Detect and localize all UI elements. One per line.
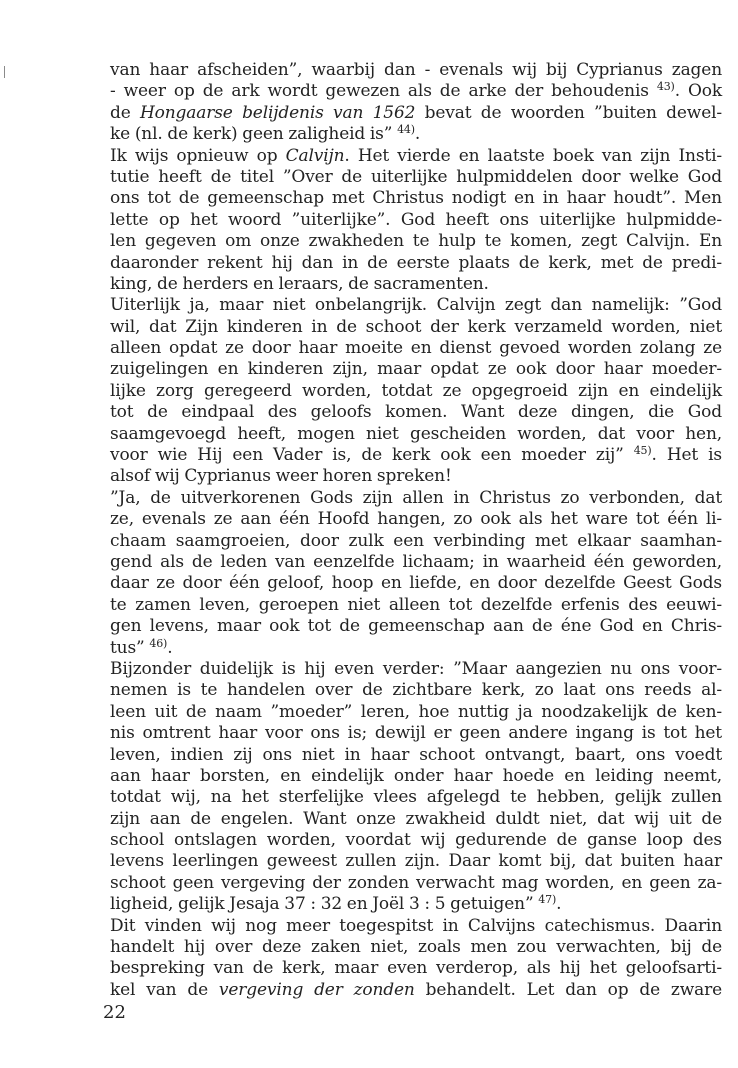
text-segment: ons tot de gemeenschap met Christus nodigt en in haar houdt”. Men [110,188,722,209]
text-line [110,851,722,872]
text-segment: handelt hij over deze zaken niet, zoals men zou verwachten, bij de [110,937,722,958]
text-segment: Ik wijs opnieuw op [110,145,286,166]
footnote-reference: 44) [397,123,415,137]
text-segment: totdat wij, na het sterfelijke vlees afgelegd te hebben, gelijk zullen [110,787,722,808]
text-line [110,231,722,252]
text-segment: ke (nl. de kerk) geen zaligheid is” [110,124,398,145]
text-segment: alleen opdat ze door haar moeite en dienst gevoed worden zolang ze [110,338,722,359]
text-segment: school ontslagen worden, voordat wij gedurende de ganse loop des [110,830,722,851]
text-line [110,295,722,316]
text-line [110,894,722,915]
text-segment: daar ze door één geloof, hoop en liefde, en door dezelfde Geest Gods [110,573,722,594]
text-segment: nis omtrent haar voor ons is; dewijl er geen andere ingang is tot het [110,723,722,744]
text-segment: gen levens, maar ook tot de gemeenschap aan de éne God en Chris- [110,616,722,637]
italic-text: vergeving der zonden [218,979,415,1000]
text-segment: leen uit de naam ”moeder” leren, hoe nuttig ja noodzakelijk de ken- [110,701,722,722]
text-line [110,809,722,830]
text-segment: zuigelingen en kinderen zijn, maar opdat ze ook door haar moeder- [110,359,722,380]
text-segment: . Het vierde en laatste boek van zijn Insti- [344,145,722,166]
text-segment: - weer op de ark wordt gewezen als de arke der behoudenis [110,81,657,102]
text-line [110,916,722,937]
body-text [110,60,722,1001]
text-segment: chaam saamgroeien, door zulk een verbinding met elkaar saamhan- [110,530,722,551]
text-line [110,723,722,744]
text-segment: . [414,124,421,145]
text-line [110,359,722,380]
text-segment: lijke zorg geregeerd worden, totdat ze opgegroeid zijn en eindelijk [110,380,722,401]
text-line [110,595,722,616]
text-segment: ze, evenals ze aan één Hoofd hangen, zo ook als het ware tot één li- [110,509,722,530]
text-line [110,146,722,167]
text-segment: . Ook [674,81,722,102]
text-line [110,103,722,124]
text-line [110,210,722,231]
text-line [110,980,722,1001]
text-line [110,338,722,359]
text-line [110,787,722,808]
text-segment: schoot geen vergeving der zonden verwacht mag worden, en geen za- [110,872,722,893]
text-line [110,381,722,402]
page-number: 22 [103,1002,126,1023]
text-line [110,552,722,573]
text-line [110,466,722,487]
text-line [110,573,722,594]
text-segment: zijn aan de engelen. Want onze zwakheid duldt niet, dat wij uit de [110,808,722,829]
text-line [110,638,722,659]
text-segment: tus” [110,637,150,658]
text-segment: ligheid, gelijk Jesaja 37 : 32 en Joël 3 : 5 getuigen” [110,894,539,915]
text-line [110,766,722,787]
text-segment: . Het is [651,445,722,466]
text-line [110,488,722,509]
text-line [110,531,722,552]
text-segment: behandelt. Let dan op de zware [414,979,722,1000]
text-segment: de [110,102,140,123]
text-segment: kel van de [110,979,219,1000]
text-line [110,830,722,851]
text-line [110,509,722,530]
margin-mark [4,66,5,78]
text-segment: len gegeven om onze zwakheden te hulp te komen, zegt Calvijn. En [110,231,722,252]
text-segment: . [556,894,562,915]
text-segment: bespreking van de kerk, maar even verderop, als hij het geloofsarti- [110,958,722,979]
text-line [110,167,722,188]
text-line [110,958,722,979]
text-segment: . [167,637,173,658]
text-line [110,702,722,723]
text-line [110,124,722,145]
text-line [110,445,722,466]
text-segment: aan haar borsten, en eindelijk onder haar hoede en leiding neemt, [110,765,722,786]
text-segment: ”Ja, de uitverkorenen Gods zijn allen in Christus zo verbonden, dat [110,487,722,508]
text-segment: voor wie Hij een Vader is, de kerk ook een moeder zij” [110,445,634,466]
italic-text: Calvijn [285,145,345,166]
text-segment: tot de eindpaal des geloofs komen. Want deze dingen, die God [110,402,722,423]
text-segment: Bijzonder duidelijk is hij even verder: ”Maar aangezien nu ons voor- [110,658,722,679]
text-segment: gend als de leden van eenzelfde lichaam; in waarheid één geworden, [110,551,722,572]
text-segment: Dit vinden wij nog meer toegespitst in Calvijns catechismus. Daarin [110,915,722,936]
text-segment: levens leerlingen geweest zullen zijn. Daar komt bij, dat buiten haar [110,851,722,872]
text-segment: saamgevoegd heeft, mogen niet gescheiden worden, dat voor hen, [110,423,722,444]
footnote-reference: 47) [538,893,557,907]
footnote-reference: 45) [633,444,652,458]
footnote-reference: 46) [149,636,168,650]
text-line [110,317,722,338]
text-segment: te zamen leven, geroepen niet alleen tot dezelfde erfenis des eeuwi- [110,594,722,615]
text-segment: leven, indien zij ons niet in haar schoot ontvangt, baart, ons voedt [110,744,722,765]
text-segment: Uiterlijk ja, maar niet onbelangrijk. Calvijn zegt dan namelijk: ”God [110,295,722,316]
text-segment: bevat de woorden ”buiten dewel- [415,102,722,123]
text-line [110,274,722,295]
text-line [110,81,722,102]
text-segment: van haar afscheiden”, waarbij dan - evenals wij bij Cyprianus zagen [110,60,722,80]
text-segment: nemen is te handelen over de zichtbare kerk, zo laat ons reeds al- [110,680,722,701]
text-segment: daaronder rekent hij dan in de eerste plaats de kerk, met de predi- [110,252,722,273]
text-segment: alsof wij Cyprianus weer horen spreken! [110,466,452,487]
text-line [110,873,722,894]
text-segment: wil, dat Zijn kinderen in de schoot der kerk verzameld worden, niet [110,316,722,337]
text-segment: lette op het woord ”uiterlijke”. God heeft ons uiterlijke hulpmidde- [110,209,722,230]
text-line [110,424,722,445]
italic-text: Hongaarse belijdenis van 1562 [140,102,416,123]
text-segment: king, de herders en leraars, de sacramenten. [110,273,489,294]
text-line [110,680,722,701]
footnote-reference: 43) [656,80,675,94]
text-line [110,659,722,680]
text-line [110,253,722,274]
text-line [110,616,722,637]
text-line [110,402,722,423]
text-line [110,937,722,958]
text-segment: tutie heeft de titel ”Over de uiterlijke hulpmiddelen door welke God [110,166,722,187]
text-line [110,745,722,766]
text-line [110,60,722,81]
text-line [110,188,722,209]
